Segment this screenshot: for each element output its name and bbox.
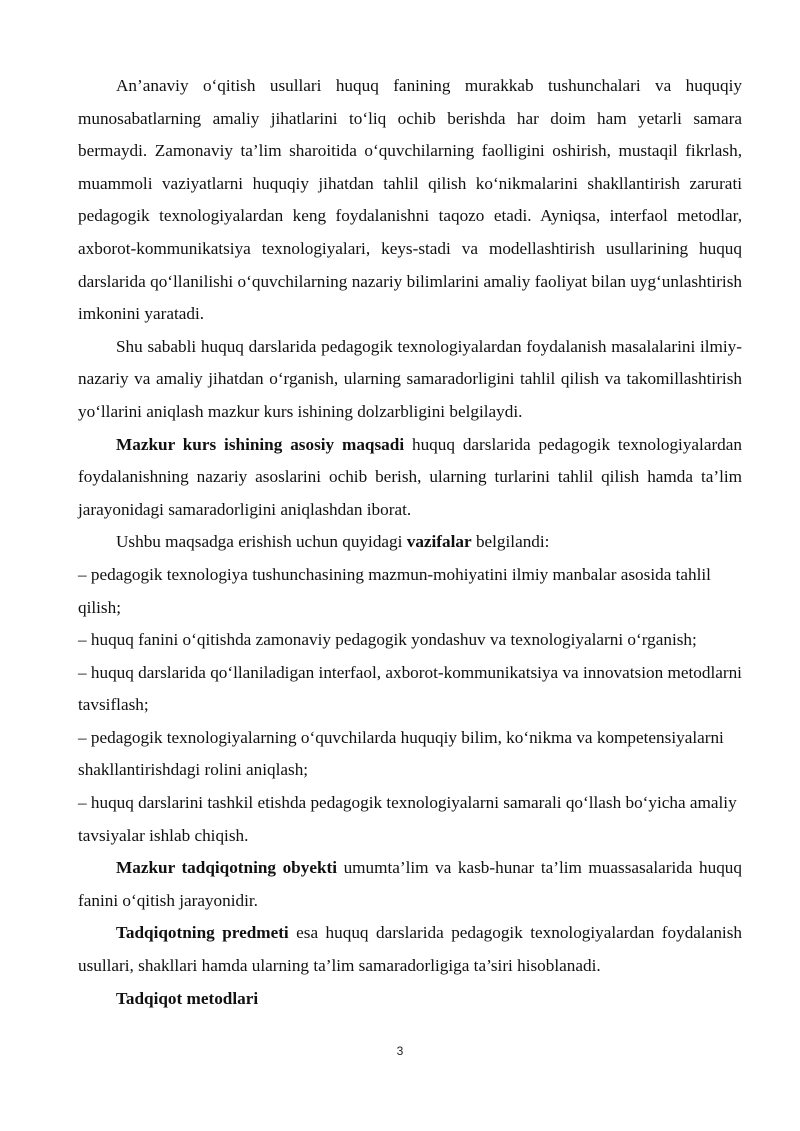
task-item: – huquq darslarida qo‘llaniladigan interfaol, axborot-kommunikatsiya va innovatsion metodlarni tavsiflash; — [78, 662, 742, 715]
subject-lead: Tadqiqotning predmeti — [116, 923, 289, 943]
task-item: – huquq darslarini tashkil etishda pedagogik texnologiyalarni samarali qo‘llash bo‘yicha amaliy tavsiyalar ishlab chiqish. — [78, 793, 737, 845]
paragraph-relevance: Shu sababli huquq darslarida pedagogik texnologiyalardan foydalanish masalalarini ilmiy-nazariy va amaliy jihatdan o‘rganish, ularning samaradorligini tahlil qilish va takomillashtirish yo‘llarini aniqlash mazkur kurs ishining dolzarbligini belgilaydi. — [78, 336, 742, 421]
methods-heading: Tadqiqot metodlari — [116, 988, 259, 1008]
tasks-outro-text: belgilandi: — [471, 532, 550, 552]
paragraph-relevance-intro: An’anaviy o‘qitish usullari huquq fanining murakkab tushunchalari va huquqiy munosabatlarning amaliy jihatlarini to‘liq ochib berishda har doim ham yetarli samara bermaydi. Zamonaviy ta’lim sharoitida o‘quvchilarning faolligini oshirish, mustaqil fikrlash, muammoli vaziyatlarni huquqiy jihatdan tahlil qilish ko‘nikmalarini shakllantirish zarurati pedagogik texnologiyalardan keng foydalanishni taqozo etadi. Ayniqsa, interfaol metodlar, axborot-kommunikatsiya texnologiyalari, keys-stadi va modellashtirish usullarining huquq darslarida qo‘llanilishi o‘quvchilarning nazariy bilimlarini amaliy faoliyat bilan uyg‘unlashtirish imkonini yaratadi. — [78, 76, 742, 324]
object-text: umumta’lim va kasb-hunar ta’lim muassasalarida huquq fanini o‘qitish jarayonidir. — [78, 858, 742, 910]
goal-lead: Mazkur kurs ishining asosiy maqsadi — [116, 434, 405, 454]
tasks-intro-text: Ushbu maqsadga erishish uchun quyidagi — [116, 532, 407, 552]
paragraph-object — [78, 852, 742, 917]
page-number: 3 — [396, 1044, 404, 1058]
document-page — [78, 70, 742, 1015]
task-item: – pedagogik texnologiya tushunchasining mazmun-mohiyatini ilmiy manbalar asosida tahlil qilish; — [78, 564, 711, 617]
task-item: – huquq fanini o‘qitishda zamonaviy pedagogik yondashuv va texnologiyalarni o‘rganish; — [78, 630, 697, 650]
tasks-keyword: vazifalar — [406, 532, 472, 552]
task-item: – pedagogik texnologiyalarning o‘quvchilarda huquqiy bilim, ko‘nikma va kompetensiyalarni shakllantirishdagi rolini aniqlash; — [78, 727, 724, 780]
subject-text: esa huquq darslarida pedagogik texnologiyalardan foydalanish usullari, shakllari hamda ularning ta’lim samaradorligiga ta’siri hisoblanadi. — [78, 923, 742, 976]
goal-text: huquq darslarida pedagogik texnologiyalardan foydalanishning nazariy asoslarini ochib berish, ularning turlarini tahlil qilish hamda ta’lim jarayonidagi samaradorligini aniqlashdan iborat. — [78, 434, 742, 519]
paragraph-subject — [78, 917, 742, 982]
object-lead: Mazkur tadqiqotning obyekti — [116, 858, 338, 878]
paragraph-goal — [78, 429, 742, 527]
paragraph-tasks-intro — [78, 526, 742, 559]
